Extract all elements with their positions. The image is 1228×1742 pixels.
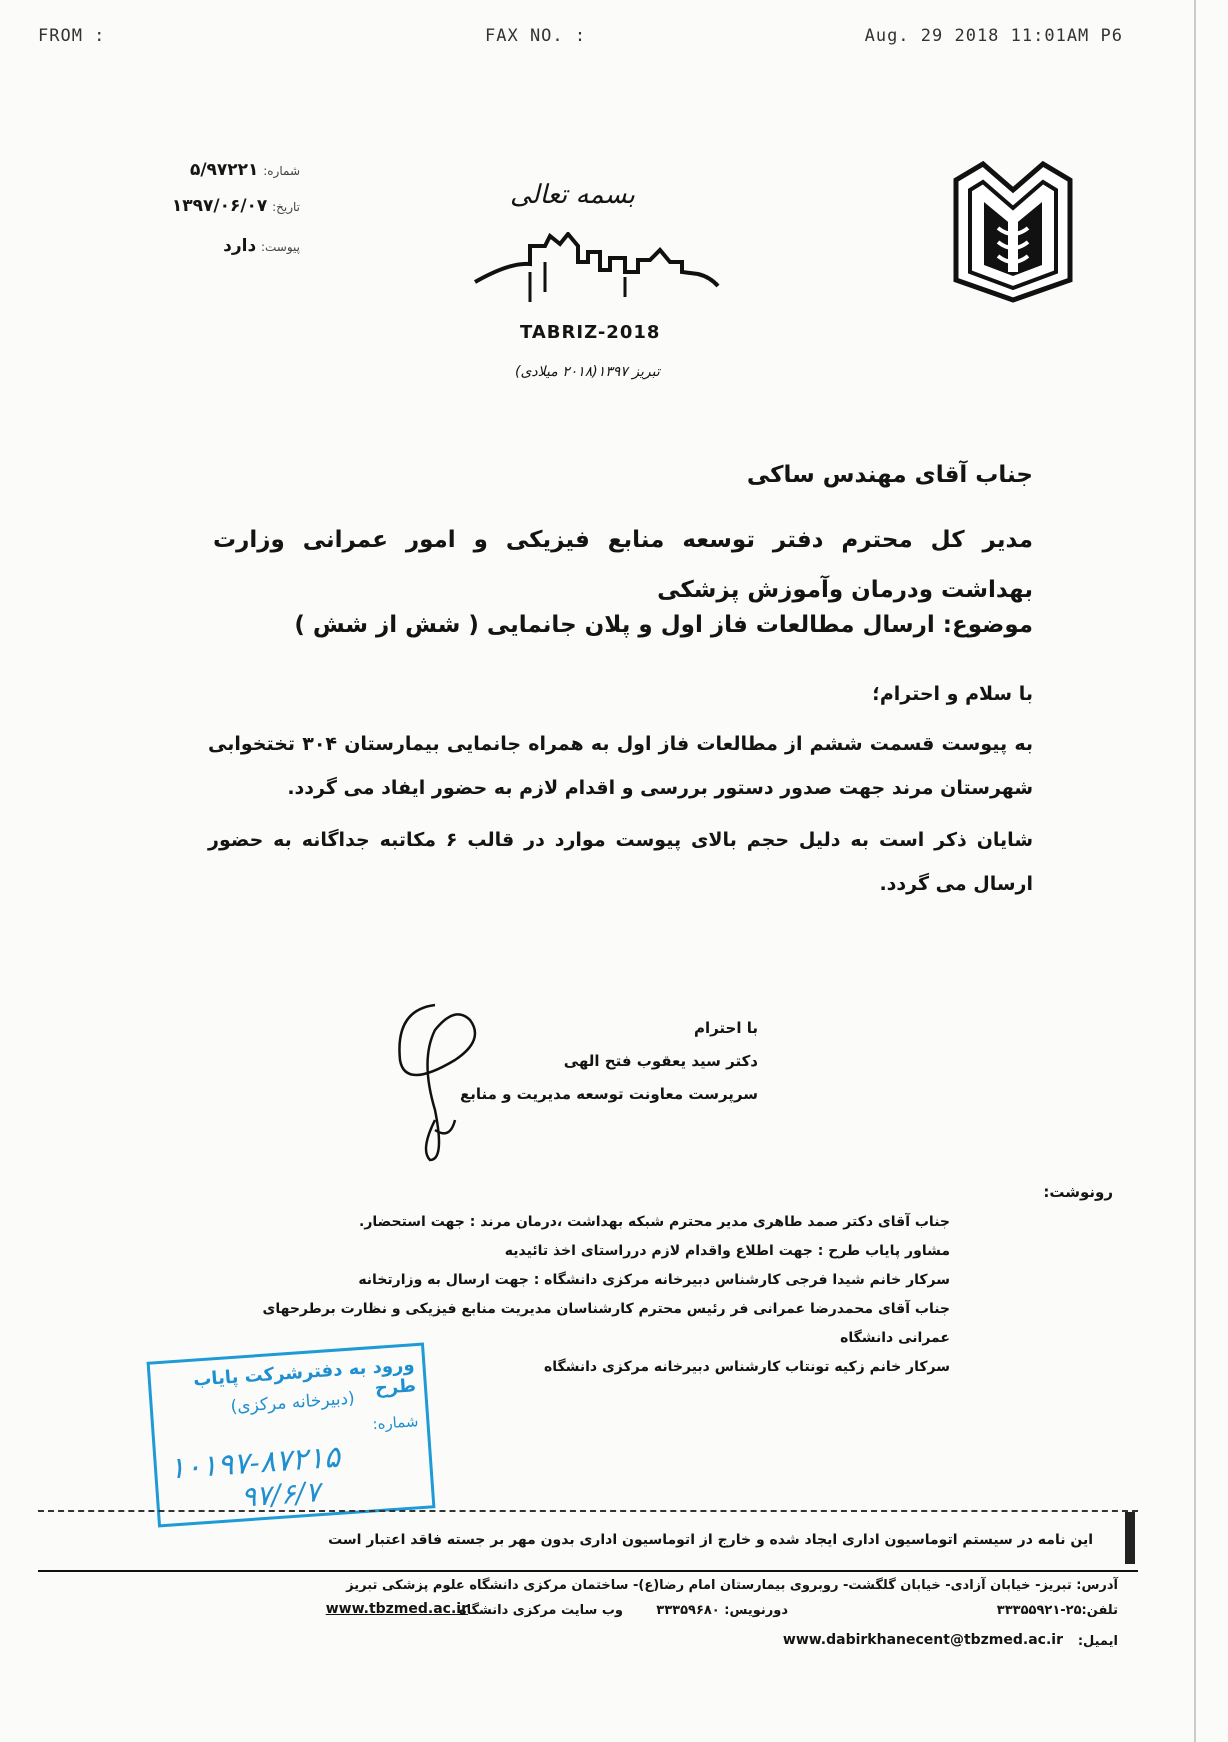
footer-email-link[interactable]: www.dabirkhanecent@tbzmed.ac.ir <box>782 1632 1063 1648</box>
received-stamp <box>147 1343 436 1528</box>
footer-address: آدرس: تبریز- خیابان آزادی- خیابان گلگشت- روبروی بیمارستان امام رضا(ع)- ساختمان مرکزی دانشگاه علوم پزشکی تبریز <box>346 1578 1118 1593</box>
letter-number-value: ۵/۹۷۲۲۱ <box>189 160 259 180</box>
stamp-number-label: شماره: <box>371 1412 419 1434</box>
letter-date <box>100 196 300 216</box>
recipient-name: جناب آقای مهندس ساکی <box>746 462 1033 488</box>
letter-date-value: ۱۳۹۷/۰۶/۰۷ <box>171 196 268 216</box>
letter-attachment-value: دارد <box>223 236 257 256</box>
cc-item: سرکار خانم زکیه تونتاب کارشناس دبیرخانه مرکزی دانشگاه <box>543 1359 950 1375</box>
footer-website-label: وب سایت مرکزی دانشگاه <box>458 1603 623 1618</box>
body-paragraph-2: شایان ذکر است به دلیل حجم بالای پیوست موارد در قالب ۶ مکاتبه جداگانه به حضور ارسال می گردد. <box>208 829 1034 895</box>
stamp-date: ۹۷/۶/۷ <box>240 1475 322 1514</box>
cc-item: مشاور پایاب طرح : جهت اطلاع واقدام لازم درراستای اخذ تائیدیه <box>504 1243 950 1259</box>
cc-item: سرکار خانم شیدا فرجی کارشناس دبیرخانه مرکزی دانشگاه : جهت ارسال به وزارتخانه <box>358 1272 950 1288</box>
cc-item: جناب آقای دکتر صمد طاهری مدیر محترم شبکه بهداشت ،درمان مرند : جهت استحضار. <box>359 1214 950 1230</box>
stamp-number: ۱۰۱۹۷-۸۷۲۱۵ <box>167 1439 342 1487</box>
footer-email-label: ایمیل: <box>1077 1634 1118 1649</box>
letter-attachment <box>100 236 300 256</box>
footer-website-link[interactable]: www.tbzmed.ac.ir <box>325 1601 468 1617</box>
letter-number-label: شماره: <box>263 164 300 178</box>
letter-date-label: تاریخ: <box>272 200 300 214</box>
bismillah: بسمه تعالی <box>510 180 635 210</box>
fax-number: FAX NO. : <box>485 26 587 46</box>
footer-phone: تلفن:۲۵-۳۳۳۵۵۹۲۱ <box>996 1603 1118 1618</box>
tabriz-logo-year: تبریز ۱۳۹۷(۲۰۱۸ میلادی) <box>515 364 660 380</box>
letter-number <box>100 160 300 180</box>
cc-label: رونوشت: <box>1043 1183 1113 1201</box>
letter-subject: موضوع: ارسال مطالعات فاز اول و پلان جانمایی ( شش از شش ) <box>294 612 1033 638</box>
stamp-subtitle: (دبیرخانه مرکزی) <box>229 1388 356 1418</box>
signature-closing: با احترام <box>693 1019 758 1037</box>
footer-notice: این نامه در سیستم اتوماسیون اداری ایجاد شده و خارج از اتوماسیون اداری بدون مهر بر جسته فاقد اعتبار است <box>328 1532 1093 1548</box>
cc-item: جناب آقای محمدرضا عمرانی فر رئیس محترم کارشناسان مدیریت منابع فیزیکی و نظارت برطرحهای عمرانی دانشگاه <box>262 1301 950 1346</box>
greeting: با سلام و احترام؛ <box>872 683 1033 705</box>
signature-block <box>460 1012 758 1111</box>
footer-fax: دورنویس: ۳۳۳۵۹۶۸۰ <box>656 1603 788 1618</box>
stamp-title: ورود به دفترشرکت پایاب طرح <box>192 1354 417 1400</box>
tabriz-logo-title: TABRIZ-2018 <box>520 322 661 343</box>
letter-attachment-label: پیوست: <box>260 240 300 254</box>
fax-from: FROM : <box>38 26 106 46</box>
footer-bar <box>1125 1512 1135 1564</box>
university-logo-icon <box>948 150 1078 330</box>
scan-edge <box>1194 0 1196 1742</box>
fax-date: Aug. 29 2018 11:01AM P6 <box>864 26 1123 46</box>
body-paragraph-1: به پیوست قسمت ششم از مطالعات فاز اول به همراه جانمایی بیمارستان ۳۰۴ تختخوابی شهرستان مرند جهت صدور دستور بررسی و اقدام لازم به حضور ایفاد می گردد. <box>208 733 1033 799</box>
recipient-title: مدیر کل محترم دفتر توسعه منابع فیزیکی و امور عمرانی وزارت بهداشت ودرمان وآموزش پزشکی <box>213 527 1033 603</box>
signature-title: سرپرست معاونت توسعه مدیریت و منابع <box>459 1085 758 1103</box>
signature-name: دکتر سید یعقوب فتح الهی <box>563 1052 758 1070</box>
